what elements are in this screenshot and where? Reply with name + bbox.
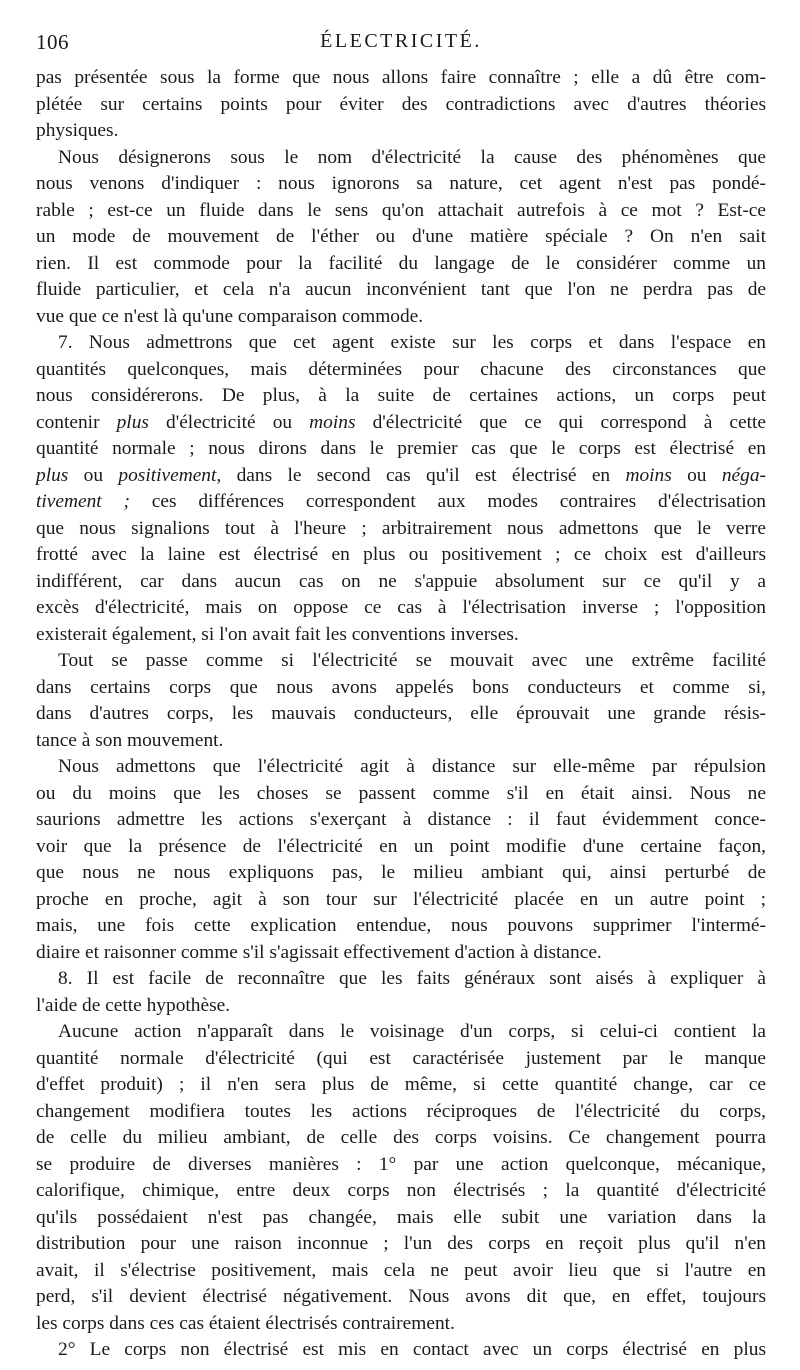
text-line [36,1284,766,1311]
text-line [36,383,766,410]
text-segment: 8. Il est facile de reconnaître que les faits généraux sont aisés à expliquer à [58,968,766,989]
text-segment: proche en proche, agit à son tour sur l'électricité placée en un autre point ; [36,888,766,910]
text-segment: nous considérerons. De plus, à la suite de certaines actions, un corps peut [36,385,766,406]
italic-text-segment: néga- [721,464,766,486]
text-line [36,648,766,675]
text-line [36,887,766,914]
italic-text-segment: moins [309,411,356,433]
text-line [36,1099,766,1126]
text-segment: rable ; est-ce un fluide dans le sens qu'on attachait autrefois à ce mot ? Est-ce [36,199,766,221]
text-segment: de celle du milieu ambiant, de celle des corps voisins. Ce changement pourra [36,1127,766,1148]
text-line [36,569,766,596]
running-title: ÉLECTRICITÉ. [320,30,482,52]
text-line [36,410,766,437]
text-segment: contenir [36,411,117,433]
text-line [36,516,766,543]
text-segment: fluide particulier, et cela n'a aucun inconvénient tant que l'on ne perdra pas de [36,279,766,300]
page-header [36,30,766,62]
text-segment: d'électricité ou [148,411,310,433]
text-segment: Aucune action n'apparaît dans le voisinage d'un corps, si celui-ci contient la [58,1021,766,1042]
text-line [36,65,766,92]
italic-text-segment: positivement, [118,464,222,486]
text-segment: Nous admettons que l'électricité agit à distance sur elle-même par répulsion [58,756,766,777]
text-segment: quantités quelconques, mais déterminées pour chacune des circonstances que [36,358,766,380]
text-line [36,1178,766,1205]
text-line [36,1046,766,1073]
text-line [36,1311,766,1338]
text-line [36,198,766,225]
text-line [36,357,766,384]
text-segment: changement modifiera toutes les actions réciproques de l'électricité du corps, [36,1100,766,1122]
text-segment: quantité normale ; nous dirons dans le premier cas que le corps est électrisé en [36,438,766,459]
text-line [36,595,766,622]
text-segment: dans d'autres corps, les mauvais conducteurs, elle éprouvait une grande résis- [36,703,766,724]
text-segment: qu'ils possédaient n'est pas changée, mais elle subit une variation dans la [36,1206,766,1228]
text-segment: existerait également, si l'on avait fait les conventions inverses. [36,623,519,645]
text-segment: saurions admettre les actions s'exerçant à distance : il faut évidemment conce- [36,809,766,830]
text-segment: Tout se passe comme si l'électricité se mouvait avec une extrême facilité [58,650,766,671]
text-line [36,1337,766,1364]
text-segment: mais, une fois cette explication entendue, nous pouvons supprimer l'intermé- [36,915,766,936]
text-segment: rien. Il est commode pour la facilité du langage de le considérer comme un [36,252,766,274]
text-line [36,304,766,331]
text-line [36,1205,766,1232]
text-line [36,436,766,463]
text-line [36,542,766,569]
text-line [36,781,766,808]
text-segment: se produire de diverses manières : 1° par une action quelconque, mécanique, [36,1153,766,1175]
text-line [36,330,766,357]
text-line [36,251,766,278]
text-line [36,277,766,304]
text-line [36,913,766,940]
text-segment: diaire et raisonner comme s'il s'agissait effectivement d'action à distance. [36,941,602,963]
text-segment: perd, s'il devient électrisé négativement. Nous avons dit que, en effet, toujours [36,1286,766,1307]
text-line [36,807,766,834]
text-segment: nous venons d'indiquer : nous ignorons sa nature, cet agent n'est pas pondé- [36,173,766,194]
text-segment: d'électricité que ce qui correspond à cette [355,411,766,433]
text-segment: Nous désignerons sous le nom d'électricité la cause des phénomènes que [58,146,766,168]
text-segment: frotté avec la laine est électrisé en plus ou positivement ; ce choix est d'ailleurs [36,544,766,565]
italic-text-segment: plus [116,411,149,433]
text-segment: que nous signalions tout à l'heure ; arbitrairement nous admettons que le verre [36,517,766,539]
text-segment: physiques. [36,120,119,141]
text-line [36,993,766,1020]
text-segment: tance à son mouvement. [36,729,224,751]
text-segment: 7. Nous admettrons que cet agent existe sur les corps et dans l'espace en [58,332,766,353]
text-line [36,622,766,649]
text-segment: voir que la présence de l'électricité en un point modifie d'une certaine façon, [36,835,766,857]
body-text [36,65,766,1364]
text-segment: ou [671,464,722,486]
text-line [36,1019,766,1046]
text-line [36,224,766,251]
text-line [36,940,766,967]
text-line [36,754,766,781]
text-line [36,834,766,861]
text-segment: que nous ne nous expliquons pas, le milieu ambiant qui, ainsi perturbé de [36,862,766,883]
text-segment: excès d'électricité, mais on oppose ce cas à l'électrisation inverse ; l'opposition [36,597,766,618]
text-segment: pas présentée sous la forme que nous allons faire connaître ; elle a dû être com- [36,67,766,88]
text-segment: dans le second cas qu'il est électrisé en [221,464,626,486]
text-line [36,145,766,172]
text-segment: un mode de mouvement de l'éther ou d'une matière spéciale ? On n'en sait [36,226,766,247]
text-line [36,860,766,887]
text-segment: ou du moins que les choses se passent comme s'il en était ainsi. Nous ne [36,782,766,804]
text-segment: quantité normale d'électricité (qui est caractérisée justement par le manque [36,1047,766,1069]
text-line [36,728,766,755]
text-segment: vue que ce n'est là qu'une comparaison commode. [36,305,424,327]
text-line [36,1258,766,1285]
text-segment: ou [68,464,119,486]
text-segment: ces différences correspondent aux modes contraires d'électrisation [129,491,766,512]
italic-text-segment: moins [625,464,672,486]
italic-text-segment: plus [36,464,69,486]
text-line [36,1125,766,1152]
text-segment: les corps dans ces cas étaient électrisés contrairement. [36,1312,455,1334]
text-line [36,463,766,490]
text-segment: distribution pour une raison inconnue ; l'un des corps en reçoit plus qu'il n'en [36,1233,766,1254]
text-line [36,92,766,119]
text-line [36,1072,766,1099]
text-line [36,489,766,516]
page-number: 106 [36,30,69,54]
text-line [36,675,766,702]
text-line [36,171,766,198]
text-segment: indifférent, car dans aucun cas on ne s'appuie absolument sur ce qu'il y a [36,570,766,592]
text-line [36,1231,766,1258]
text-segment: plétée sur certains points pour éviter des contradictions avec d'autres théories [36,93,766,115]
text-segment: avait, il s'électrise positivement, mais cela ne peut avoir lieu que si l'autre en [36,1259,766,1281]
text-segment: dans certains corps que nous avons appelés bons conducteurs et comme si, [36,676,766,698]
text-segment: d'effet produit) ; il n'en sera plus de même, si cette quantité change, car ce [36,1074,766,1095]
text-line [36,966,766,993]
text-line [36,701,766,728]
text-segment: calorifique, chimique, entre deux corps non électrisés ; la quantité d'électricité [36,1180,766,1201]
text-segment: l'aide de cette hypothèse. [36,994,231,1016]
text-segment: 2° Le corps non électrisé est mis en contact avec un corps électrisé en plus [58,1339,766,1360]
text-line [36,1152,766,1179]
italic-text-segment: tivement ; [36,491,130,512]
text-line [36,118,766,145]
